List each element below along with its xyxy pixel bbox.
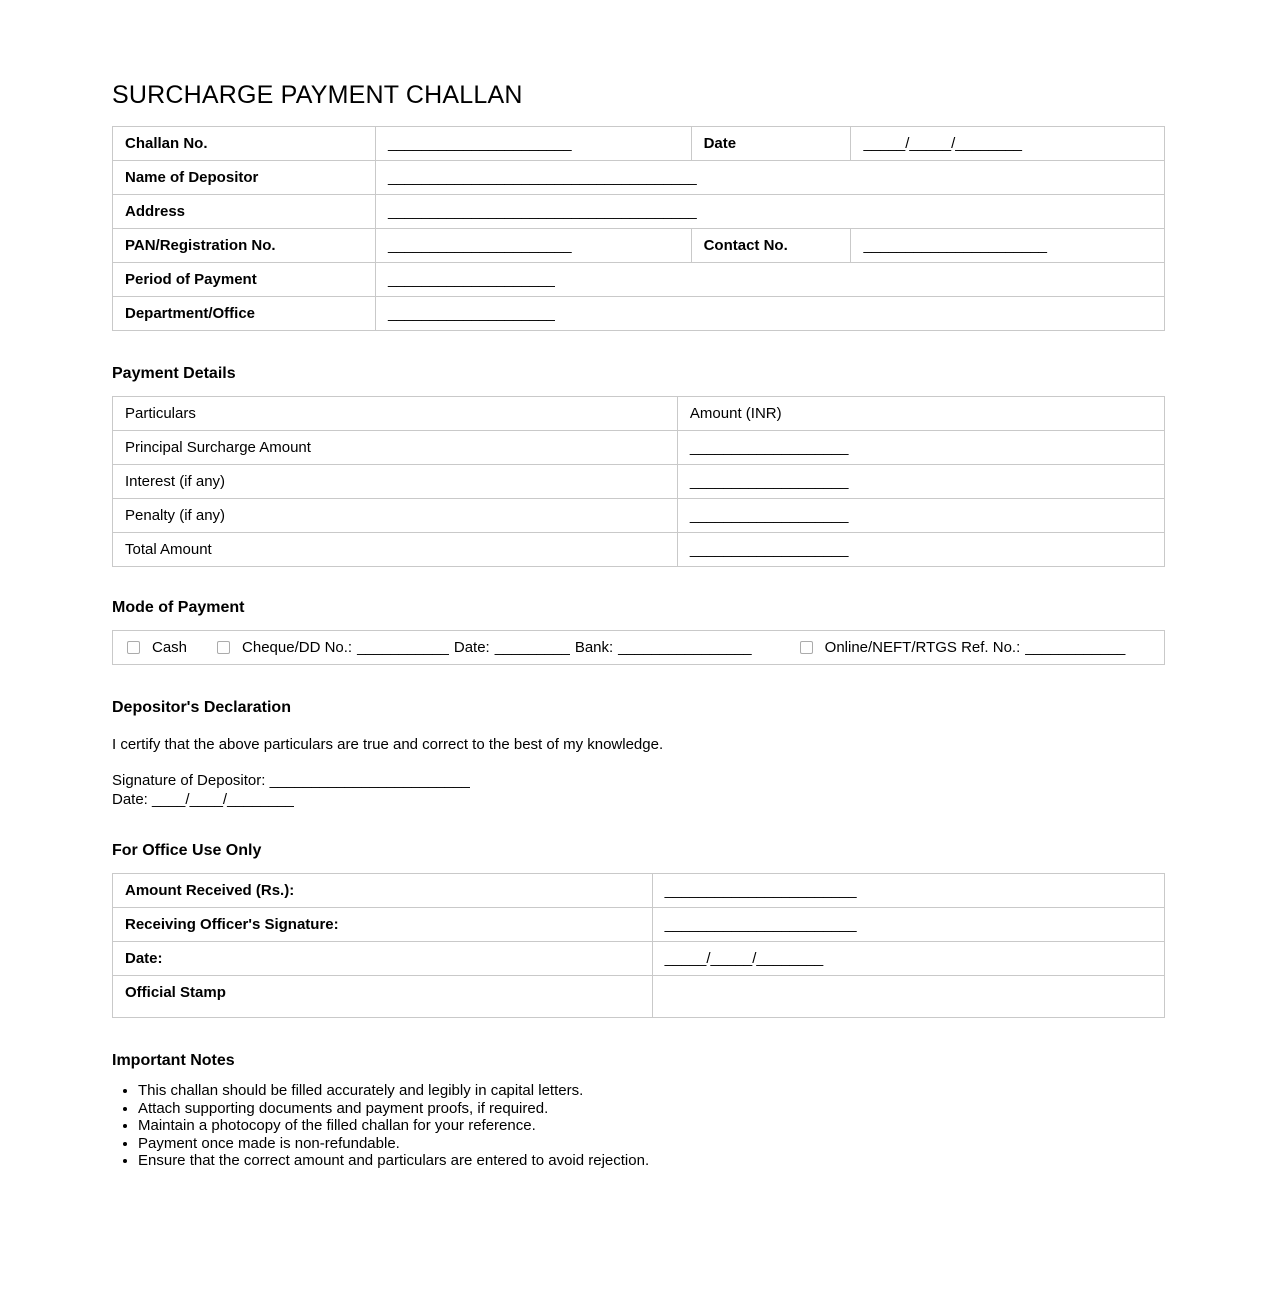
table-row [113, 263, 1165, 297]
table-row [113, 161, 1165, 195]
table-header-row [113, 397, 1165, 431]
particulars-column-header: Particulars [113, 397, 678, 431]
cheque-option [217, 639, 752, 656]
declaration-date-label: Date: [112, 791, 148, 808]
cash-option [127, 639, 187, 656]
important-notes-list [112, 1082, 1165, 1170]
cheque-date-label: Date: [453, 639, 490, 656]
declaration-heading: Depositor's Declaration [112, 699, 291, 716]
table-row [113, 297, 1165, 331]
office-date-field: _____/_____/________ [652, 942, 1164, 976]
office-use-heading: For Office Use Only [112, 842, 262, 859]
penalty-label: Penalty (if any) [113, 499, 678, 533]
date-label: Date [691, 127, 851, 161]
mode-of-payment-heading: Mode of Payment [112, 599, 245, 616]
table-row [113, 127, 1165, 161]
signature-label: Signature of Depositor: [112, 772, 266, 789]
online-option [800, 639, 1126, 656]
online-checkbox[interactable] [800, 641, 813, 654]
challan-no-field: ______________________ [376, 127, 692, 161]
table-row [113, 908, 1165, 942]
depositor-name-label: Name of Depositor [113, 161, 376, 195]
office-use-table [112, 873, 1165, 1018]
cheque-checkbox[interactable] [217, 641, 230, 654]
depositor-name-field: _____________________________________ [376, 161, 1165, 195]
department-office-field: ____________________ [376, 297, 1165, 331]
amount-received-field: _______________________ [652, 874, 1164, 908]
principal-surcharge-label: Principal Surcharge Amount [113, 431, 678, 465]
total-amount-label: Total Amount [113, 533, 678, 567]
office-date-label: Date: [113, 942, 653, 976]
signature-line [112, 771, 1165, 790]
contact-no-field: ______________________ [851, 229, 1165, 263]
cash-checkbox[interactable] [127, 641, 140, 654]
declaration-date-line [112, 790, 1165, 809]
online-ref-label: Online/NEFT/RTGS Ref. No.: [824, 639, 1021, 656]
note-item: • Maintain a photocopy of the filled challan for your reference. [138, 1117, 1165, 1135]
table-row [113, 533, 1165, 567]
period-of-payment-label: Period of Payment [113, 263, 376, 297]
cheque-dd-label: Cheque/DD No.: [242, 639, 353, 656]
penalty-field: ___________________ [677, 499, 1164, 533]
challan-no-label: Challan No. [113, 127, 376, 161]
pan-registration-field: ______________________ [376, 229, 692, 263]
payment-details-heading: Payment Details [112, 365, 236, 382]
amount-received-label: Amount Received (Rs.): [113, 874, 653, 908]
contact-no-label: Contact No. [691, 229, 851, 263]
amount-column-header: Amount (INR) [677, 397, 1164, 431]
form-title: SURCHARGE PAYMENT CHALLAN [112, 81, 523, 109]
signature-field: ________________________ [269, 772, 470, 789]
department-office-label: Department/Office [113, 297, 376, 331]
signature-block [112, 771, 1165, 809]
note-item: • Payment once made is non-refundable. [138, 1135, 1165, 1153]
declaration-text: I certify that the above particulars are true and correct to the best of my knowledge. [112, 736, 664, 753]
receiving-officer-signature-field: _______________________ [652, 908, 1164, 942]
interest-field: ___________________ [677, 465, 1164, 499]
note-item: • Ensure that the correct amount and particulars are entered to avoid rejection. [138, 1152, 1165, 1170]
table-row [113, 195, 1165, 229]
bank-label: Bank: [574, 639, 614, 656]
important-notes-heading: Important Notes [112, 1052, 235, 1069]
official-stamp-field [652, 976, 1164, 1018]
mode-of-payment-box [112, 630, 1165, 665]
payment-details-table [112, 396, 1165, 567]
address-label: Address [113, 195, 376, 229]
note-item: • Attach supporting documents and payment proofs, if required. [138, 1100, 1165, 1118]
date-field: _____/_____/________ [851, 127, 1165, 161]
table-row [113, 942, 1165, 976]
table-row [113, 465, 1165, 499]
declaration-date-field: ____/____/________ [152, 791, 294, 808]
address-field: _____________________________________ [376, 195, 1165, 229]
table-row [113, 431, 1165, 465]
online-ref-field: ____________ [1025, 639, 1126, 656]
total-amount-field: ___________________ [677, 533, 1164, 567]
principal-surcharge-field: ___________________ [677, 431, 1164, 465]
interest-label: Interest (if any) [113, 465, 678, 499]
note-item: • This challan should be filled accurately and legibly in capital letters. [138, 1082, 1165, 1100]
period-of-payment-field: ____________________ [376, 263, 1165, 297]
table-row [113, 976, 1165, 1018]
cheque-dd-field: ___________ [357, 639, 449, 656]
cheque-date-field: _________ [494, 639, 570, 656]
receiving-officer-signature-label: Receiving Officer's Signature: [113, 908, 653, 942]
table-row [113, 874, 1165, 908]
official-stamp-label: Official Stamp [113, 976, 653, 1018]
table-row [113, 229, 1165, 263]
cash-label: Cash [152, 639, 188, 656]
pan-registration-label: PAN/Registration No. [113, 229, 376, 263]
depositor-details-table [112, 126, 1165, 331]
bank-field: ________________ [618, 639, 752, 656]
table-row [113, 499, 1165, 533]
